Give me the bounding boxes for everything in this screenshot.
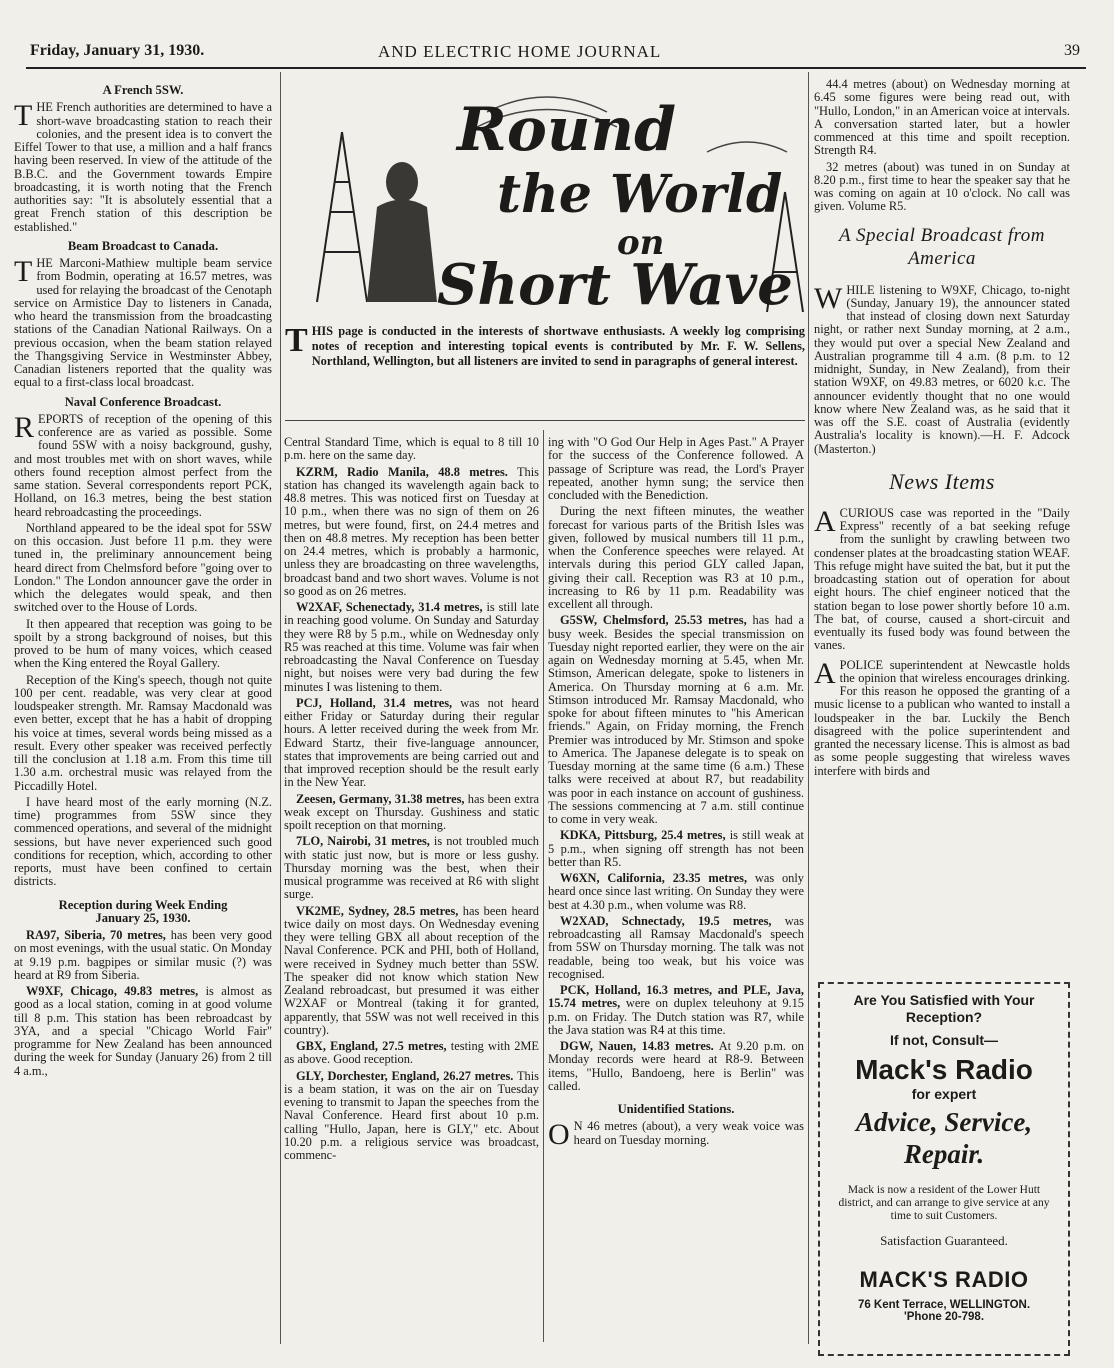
log-w6xn: W6XN, California, 23.35 metres, was only heard once since last writing. On Sunday they were best at 4.30 p.m., when volume was R8. [548,871,804,912]
issue-date: Friday, January 31, 1930. [30,42,205,59]
column-divider [543,430,544,1342]
dropcap: O [548,1118,570,1152]
macks-radio-advertisement [818,982,1070,1356]
heading-news-items: News Items [889,468,995,494]
ad-for-expert: for expert [911,1086,977,1102]
page-intro [285,324,805,369]
ad-services: Advice, Service, Repair. [855,1107,1033,1169]
ad-address: 76 Kent Terrace, WELLINGTON. [857,1299,1031,1311]
log-gly-p2: During the next fifteen minutes, the weather forecast for various parts of the British Isles was given, followed by musical numbers till 11 p.m., when the Conference speeches were relayed. At intervals during this period GLY called Japan, giving their call. Reception was R3 at 10 p.m., increasing to R6 by 11 p.m. Readability was excellent all through. [548,504,804,611]
log-w2xad: W2XAD, Schnectady, 19.5 metres, was rebroadcasting all Ramsay Macdonald's speech from 5SW on Thursday morning. The talk was not readable, being too weak, but his voice was recognised. [548,913,804,981]
log-gbx: GBX, England, 27.5 metres, testing with 2ME as above. Good reception. [284,1039,539,1067]
banner-title-line1: Round [457,95,677,165]
unidentified-44m: 44.4 metres (about) on Wednesday morning at 6.45 some figures were being read out, with "Hullo, London," in an American voice at intervals. A conversation started later, but a howler commenced at this time and spoilt reception. Strength R4. [814,78,1070,158]
log-7lo: 7LO, Nairobi, 31 metres, is not troubled much with static just now, but is more or less gushy. Thursday morning was the best, when their musical programme was received at R6 with slight surge. [284,834,539,902]
article-naval-p3: It then appeared that reception was going to be spoilt by a strong background of noises, but this proved to be hum of many voices, which ceased when the King entered the Royal Gallery. [14,616,272,671]
news-bat: A CURIOUS case was reported in the "Daily Express" recently of a bat seeking refuge from the sunlight by crawling between two condenser plates at the broadcasting station WEAF. This refuge might have suited the bat, but it put the broadcasting station out of operation for about eight hours. The chief engineer noticed that the station began to lose power shortly before 10 a.m. The bat, of course, caused a short-circuit and eventually its fused body was found between the vanes. [814,504,1070,653]
column-divider [808,72,809,1344]
ad-business-name: Mack's Radio [855,1054,1033,1085]
log-gly: GLY, Dorchester, England, 26.27 metres. This is a beam station, it was on the air on Tuesday evening to transmit to Japan the speeches from the Naval Conference. Heard first about 10 p.m. calling "Hullo, Japan, here is GLY," etc. About 10.20 p.m. a religious service was broadcast, commenc- [284,1068,539,1162]
log-ra97: RA97, Siberia, 70 metres, has been very good on most evenings, with the usual static. On Monday at 9.19 p.m. bagpipes or similar music (?) was heard at R9 from Siberia. [14,928,272,982]
heading-reception-week: Reception during Week Ending [58,897,228,912]
log-pcj: PCJ, Holland, 31.4 metres, was not heard either Friday or Saturday during their regular hours. A letter received during the week from Mr. Edward Startz, their five-language announcer, states that improvements are being carried out and that improved reception should be the result early in the New Year. [284,695,539,790]
article-beam: THE Marconi-Mathiew multiple beam service from Bodmin, operating at 16.57 metres, was used for relaying the broadcast of the Cenotaph service on Armistice Day to listeners in Canada, who heard the transmission from the broadcasting stations of the Canadian National Railways. On a previous occasion, when the beam station relayed the Thangsgiving Service in Westminster Abbey, Canadian listeners reported that the quality was equal to a first-class local broadcast. [14,255,272,390]
article-unidentified: O N 46 metres (about), a very weak voice was heard on Tuesday morning. [548,1118,804,1152]
ad-phone: 'Phone 20-798. [903,1311,985,1323]
column-2 [284,436,539,1348]
column-1 [14,78,272,1346]
column-4 [814,78,1070,978]
heading-french-5sw: A French 5SW. [102,83,184,97]
header-rule [26,67,1086,69]
round-the-world-banner [287,72,807,320]
article-naval-p4: Reception of the King's speech, though not quite 100 per cent. readable, was very clear at good loudspeaker strength. Mr. Ramsay Macdonald was even better, except that he has a habit of dropping his voice at times, several words being missed as a result. Every other speaker was received perfectly till the conclusion at 1.18 a.m. From this time till 1.30 a.m. orchestral music was relayed from the Piccadilly Hotel. [14,672,272,793]
log-g5sw: G5SW, Chelmsford, 25.53 metres, has had a busy week. Besides the special transmission on Tuesday night reported earlier, they were on the air again on Wednesday morning at 5.45, when Mr. Stimson, American delegate, spoke to listeners in America. On Thursday morning at 6 a.m. Mr. Stimson introduced Mr. Ramsay Macdonald, who spoke for about fifteen minutes to "his American friends." Again, on Friday morning, the French Premier was introduced by Mr. Stimson and spoke to America. The Japanese delegate is to speak on Tuesday morning at the same time (6 a.m.) These talks were received at about R7, but readability was poor in each instance on account of gushiness. The sessions commencing at 7 a.m. still continue to come in very weak. [548,613,804,826]
heading-naval-conference: Naval Conference Broadcast. [64,394,222,409]
log-zeesen: Zeesen, Germany, 31.38 metres, has been extra weak except on Thursday. Gushiness and static spoilt reception on that morning. [284,791,539,832]
heading-reception-date: January 25, 1930. [95,910,191,925]
dropcap: A [814,656,836,690]
listener-figure-icon [367,162,437,302]
unidentified-32m: 32 metres (about) was tuned in on Sunday at 8.20 p.m., first time to hear the speaker say that he was coming on again at 10 o'clock. No call was given. Volume R5. [814,159,1070,214]
banner-title-line3: on [617,223,665,263]
article-naval-p1: REPORTS of reception of the opening of this conference are as varied as possible. Some found 5SW with a noisy background, gushy, and most troubles met with on short waves, while others found reception almost perfect from the same station. Several correspondents report PCK, Holland, on 16.3 metres, being the best station heard rebroadcasting the proceedings. [14,410,272,519]
dropcap: T [14,255,33,288]
log-w9xf: W9XF, Chicago, 49.83 metres, is almost as good as a local station, coming in at good volume till 8 p.m. This station has been rebroadcast by 3YA, and a special "Chicago World Fair" programme for New Zealand has been announced during the week for Sunday (January 26) from 2 till 4 a.m., [14,984,272,1078]
log-kdka: KDKA, Pittsburg, 25.4 metres, is still weak at 5 p.m., when signing off strength has not been better than R5. [548,828,804,869]
log-gly-continued: ing with "O God Our Help in Ages Past." A Prayer for the success of the Conference followed. A passage of Scripture was read, the Lord's Prayer repeated, another hymn sung; the service then concluded with the Benediction. [548,436,804,502]
column-3 [548,436,804,1348]
article-special-broadcast: WHILE listening to W9XF, Chicago, to-night (Sunday, January 19), the announcer stated that instead of closing down next Saturday night, or rather next Sunday morning, at 2 a.m., they would put over a special New Zealand and Australian programme till 4 a.m. (8 p.m. to 12 midnight, Sunday, in New Zealand), from their station W9XF, on 49.83 metres, or 6020 k.c. The announcer evidently thought that no one would know where New Zealand was, as he said that it was off the S.E. coast of Australia (evidently Australia's locality is known).—H. F. Adcock (Masterton.) [814,281,1070,456]
banner-title-line2: the World [497,164,783,225]
log-dgw: DGW, Nauen, 14.83 metres. At 9.20 p.m. on Monday records were heard at R8-9. Between items, "Hullo, Bandoeng, here is Berlin" was called. [548,1039,804,1093]
heading-unidentified: Unidentified Stations. [617,1102,735,1116]
article-naval-p2: Northland appeared to be the ideal spot for 5SW on this occasion. Just before 11 p.m. they were tuned in, the preliminary announcement being heard direct from Chelmsford before "going over to London." The London announcer gave the order in which the delegates would speak, and then switched over to the House of Lords. [14,520,272,615]
news-police: A POLICE superintendent at Newcastle holds the opinion that wireless encourages drinking. For this reason he opposed the granting of a music license to a publican who wanted to install a loudspeaker in the bar. Luckily the Bench disagreed with the police superintendent and granted the necessary license. This is almost as bad as some people suggesting that wireless waves interfere with birds and [814,656,1070,778]
intro-text: HIS page is conducted in the interests of shortwave enthusiasts. A weekly log comprising notes of reception and interesting topical events is contributed by Mr. F. W. Sellens, Northland, Wellington, but all listeners are invited to send in paragraphs of general interest. [311,324,805,368]
ad-blurb: Mack is now a resident of the Lower Hutt district, and can arrange to give service at any time to suit Customers. [838,1184,1050,1222]
dropcap: A [814,504,836,538]
heading-beam-broadcast: Beam Broadcast to Canada. [67,238,219,253]
heading-special-broadcast: A Special Broadcast from America [838,224,1046,269]
log-w2xaf: W2XAF, Schenectady, 31.4 metres, is still late in reaching good volume. On Sunday and Saturday they were R8 by 5 p.m., while on Wednesday only R5 was reached at this time. Volume was fair when rebroadcasting the Naval Conference on Tuesday night, but noises were very bad during the few minutes I was listening to them. [284,600,539,694]
ad-business-name-caps: MACK'S RADIO [859,1267,1029,1292]
journal-title: AND ELECTRIC HOME JOURNAL [378,42,662,61]
article-naval-p5: I have heard most of the early morning (N.Z. time) programmes from 5SW since they commenced operations, and several of the midnight sessions, but have never experienced such good conditions for reception, which, according to other reports, must have been confined to certain districts. [14,794,272,889]
log-kzrm: KZRM, Radio Manila, 48.8 metres. This station has changed its wavelength again back to 48.8 metres. This was noticed first on Tuesday at 10 p.m., when there was no sign of them on 26 metres, but were found, first, on 24.4 metres and then on 48.8 metres. My reception has been better on 24.4 metres, which is probably a harmonic, unless they are broadcasting on three wavelengths, broadcast band and two short waves. Volume is not so good as on 26 metres. [284,464,539,598]
dropcap: W [814,281,843,315]
banner-title-line4: Short Wave [437,252,793,318]
log-pck: PCK, Holland, 16.3 metres, and PLE, Java, 15.74 metres, were on duplex teleuhony at 9.15 p.m. on Friday. The Dutch station was R7, while the Java station was R4 at this time. [548,983,804,1037]
dropcap: T [14,99,33,133]
log-continued: Central Standard Time, which is equal to 8 till 10 p.m. here on the same day. [284,436,539,463]
ad-if-not: If not, Consult— [889,1032,999,1048]
article-french: THE French authorities are determined to have a short-wave broadcasting station to reach their colonies, and the present idea is to convert the Eiffel Tower to that use, a million and a half francs having been reserved. In view of the attitude of the B.B.C. and the Government towards Empire broadcasting, it is worth noting that the French authorities say: "It is absolutely essential that a great French station of this description be established." [14,99,272,234]
dropcap: R [14,410,35,444]
log-vk2me: VK2ME, Sydney, 28.5 metres, has been heard twice daily on most days. On Wednesday evening they were telling GBX all about reception of the Naval Conference. PCK and PHI, both of Holland, were received in Sydney much better than 5SW. The speaker did not know which station New Zealand rebroadcast, but presumed it was either W2XAF or Montreal (taking it for granted, apparently, that 5SW was not well received in this country). [284,903,539,1037]
page-number: 39 [1064,42,1080,59]
page-header [30,42,1080,66]
intro-rule [285,420,805,421]
ad-question: Are You Satisfied with Your Reception? [853,992,1035,1025]
ad-guarantee: Satisfaction Guaranteed. [880,1233,1008,1248]
dropcap: T [285,322,308,359]
column-divider [280,72,281,1344]
